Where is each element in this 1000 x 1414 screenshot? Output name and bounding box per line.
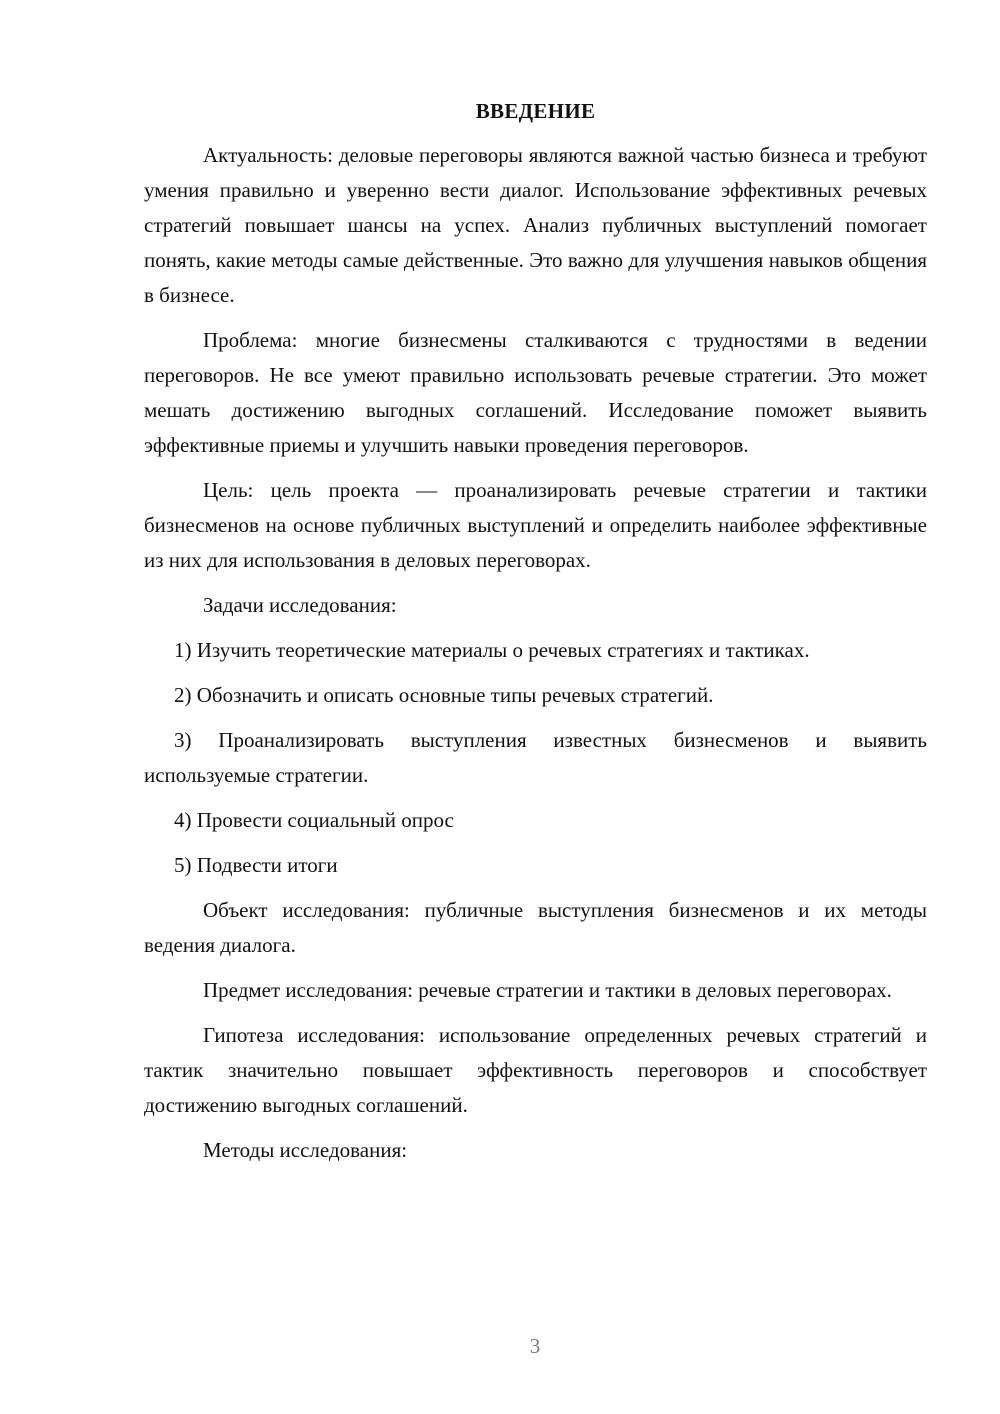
- page-number: 3: [529, 1334, 541, 1358]
- hypothesis-paragraph: Гипотеза исследования: использование определенных речевых стратегий и тактик значительно повышает эффективность переговоров и способствует достижению выгодных соглашений.: [144, 1023, 927, 1117]
- task-item-3: 3) Проанализировать выступления известных бизнесменов и выявить используемые стратегии.: [144, 728, 927, 787]
- page-content: [144, 96, 927, 1178]
- relevance-paragraph: Актуальность: деловые переговоры являются важной частью бизнеса и требуют умения правильно и уверенно вести диалог. Использование эффективных речевых стратегий повышает шансы на успех. Анализ публичных выступлений помогает понять, какие методы самые действенные. Это важно для улучшения навыков общения в бизнесе.: [144, 143, 927, 307]
- task-item-5: 5) Подвести итоги: [174, 853, 338, 877]
- task-item-4: 4) Провести социальный опрос: [174, 808, 454, 832]
- section-heading: ВВЕДЕНИЕ: [475, 99, 596, 123]
- object-paragraph: Объект исследования: публичные выступления бизнесменов и их методы ведения диалога.: [144, 898, 927, 957]
- task-item-2: 2) Обозначить и описать основные типы речевых стратегий.: [174, 683, 714, 707]
- goal-paragraph: Цель: цель проекта — проанализировать речевые стратегии и тактики бизнесменов на основе публичных выступлений и определить наиболее эффективные из них для использования в деловых переговорах.: [144, 478, 927, 572]
- subject-paragraph: Предмет исследования: речевые стратегии и тактики в деловых переговорах.: [203, 978, 892, 1002]
- methods-title: Методы исследования:: [203, 1138, 408, 1162]
- tasks-title: Задачи исследования:: [203, 593, 397, 617]
- problem-paragraph: Проблема: многие бизнесмены сталкиваются с трудностями в ведении переговоров. Не все умеют правильно использовать речевые стратегии. Это может мешать достижению выгодных соглашений. Исследование поможет выявить эффективные приемы и улучшить навыки проведения переговоров.: [144, 328, 927, 457]
- task-item-1: 1) Изучить теоретические материалы о речевых стратегиях и тактиках.: [174, 638, 810, 662]
